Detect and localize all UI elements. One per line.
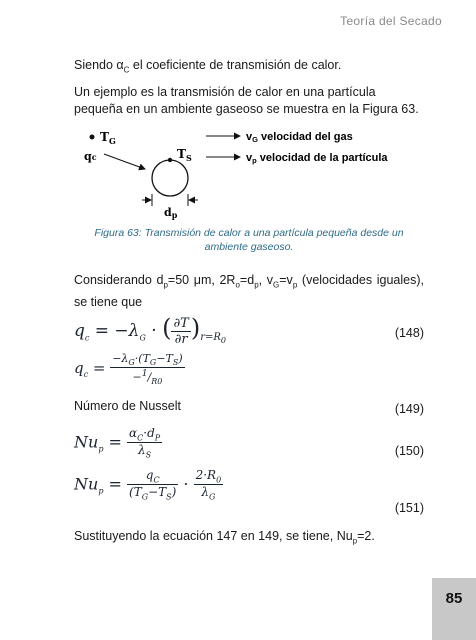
page-number-box xyxy=(432,578,476,640)
equation-150-number: (150) xyxy=(394,444,424,458)
paragraph-example: Un ejemplo es la transmisión de calor en una partícula pequeña en un ambiente gaseoso se muestra en la Figura 63. xyxy=(74,85,419,116)
heat-transfer-diagram xyxy=(84,124,404,220)
ts-label: $T_S$ xyxy=(177,147,192,163)
tg-bullet xyxy=(90,135,95,140)
equation-148-number: (148) xyxy=(394,326,424,340)
equation-150: $Nu_p$ = $\frac{\alpha_C\cdot d_P}{\lambda_S}$ xyxy=(74,426,161,460)
vg-text: vG velocidad del gas xyxy=(246,131,353,144)
nusselt-heading: Número de Nusselt xyxy=(74,399,181,413)
ts-bullet xyxy=(168,158,172,162)
p1-prefix: Siendo α xyxy=(74,58,124,72)
p3-a-sub: p xyxy=(163,280,168,290)
p4-suffix: =2. xyxy=(357,529,375,543)
p3-d-sub: G xyxy=(273,280,280,290)
page-number: 85 xyxy=(445,590,463,607)
qc-arrow xyxy=(104,154,145,169)
equation-149: $q_c$ = $\frac{-\lambda_G\cdot(T_G-T_S)}{-^1/_{R0}}$ xyxy=(74,352,183,387)
p3-f: (velocidades iguales), se tiene que xyxy=(74,273,424,309)
equation-151-number: (151) xyxy=(394,501,424,515)
p1-sub: C xyxy=(123,65,130,75)
p4-sub: p xyxy=(352,536,358,546)
vp-text: vp velocidad de la partícula xyxy=(246,152,388,165)
p3-e-sub: p xyxy=(292,280,298,290)
figure-63-caption: Figura 63: Transmisión de calor a una partícula pequeña desde un ambiente gaseoso. xyxy=(94,227,404,253)
figure-63-diagram xyxy=(84,124,404,225)
running-header: Teoría del Secado xyxy=(340,14,442,28)
p3-e: =v xyxy=(279,273,293,287)
p4-prefix: Sustituyendo la ecuación 147 en 149, se tiene, Nu xyxy=(74,529,353,543)
equation-148: $q_c = -\lambda_G$ · ( $\frac{\partial T}{\partial r}$ )$_{r=R_0}$ xyxy=(74,314,227,347)
p3-b-sub: o xyxy=(235,280,240,290)
particle-circle xyxy=(152,160,188,196)
tg-label: $T_G$ xyxy=(100,130,116,146)
paragraph-conclusion xyxy=(74,528,424,550)
p3-c: =d xyxy=(239,273,255,287)
equation-149-number: (149) xyxy=(394,402,424,416)
p3-b: =50 μm, 2R xyxy=(167,273,236,287)
paragraph-considerando xyxy=(74,272,424,311)
qc-label: qc xyxy=(84,150,97,163)
equation-151: $Nu_p$ = $\frac{q_C}{(T_G-T_S)}$ · $\frac{2\cdot R_0}{\lambda_G}$ xyxy=(74,468,222,502)
p3-a: Considerando d xyxy=(74,273,164,287)
dp-label: dp xyxy=(164,206,178,220)
p3-c-sub: p xyxy=(254,280,259,290)
p1-suffix: el coeficiente de transmisión de calor. xyxy=(129,58,342,72)
paragraph-alpha-definition xyxy=(74,57,424,79)
p3-d: , v xyxy=(258,273,274,287)
